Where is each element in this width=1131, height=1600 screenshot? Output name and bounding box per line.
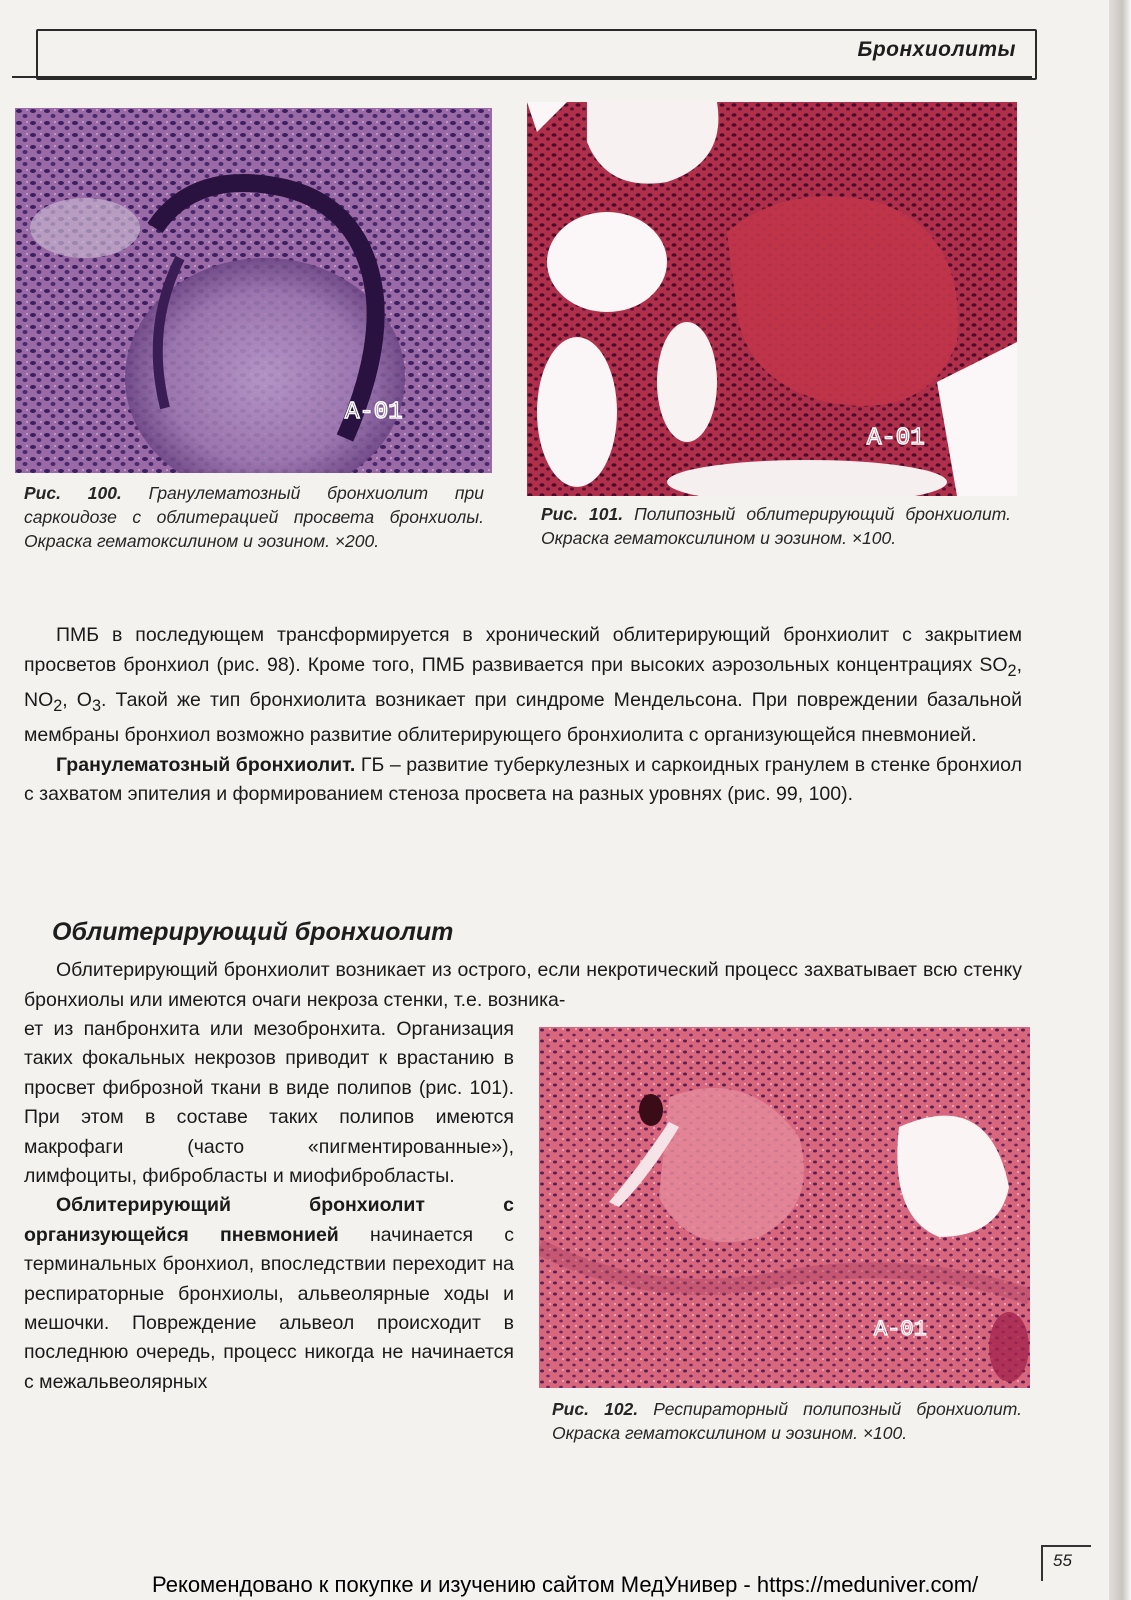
figure-100-caption-label: Рис. 100. xyxy=(24,483,122,503)
figure-102-stamp: A-01 xyxy=(874,1317,927,1342)
paragraph-granulomatous: Гранулематозный бронхиолит. ГБ – развитие туберкулезных и саркоидных гранулем в стенке бронхиол с захватом эпителия и формированием стеноза просвета на разных уровнях (рис. 99, 100). xyxy=(24,753,1022,806)
body-text-top xyxy=(24,621,1022,810)
figure-102-micrograph xyxy=(539,1027,1030,1388)
paragraph-obliterating-intro: Облитерирующий бронхиолит возникает из острого, если некротический процесс захватывает всю стенку бронхиолы или имеются очаги некроза стенки, т.е. возника- xyxy=(24,959,1022,1011)
running-header-rule xyxy=(12,76,1032,78)
figure-101-caption xyxy=(541,502,1011,550)
figure-100-stamp: A-01 xyxy=(345,399,403,426)
paragraph-organizing-pneumonia: Облитерирующий бронхиолит с организующейся пневмонией начинается с терминальных бронхиол, впоследствии переходит на респираторные бронхиолы, альвеолярные ходы и мешочки. Повреждение альвеол происходит в последнюю очередь, процесс никогда не начинается с межальвеолярных xyxy=(24,1194,514,1393)
figure-102-caption xyxy=(552,1397,1022,1445)
paragraph-obliterating-continued: ет из панбронхита или мезобронхита. Организация таких фокальных некрозов приводит к врастанию в просвет фиброзной ткани в виде полипов (рис. 101). При этом в составе таких полипов имеются макрофаги (часто «пигментированные»), лимфоциты, фибробласты и миофибробласты. xyxy=(24,1018,514,1188)
body-text-column xyxy=(24,1015,514,1397)
running-header-title: Бронхиолиты xyxy=(857,38,1016,61)
figure-100-caption-text: Гранулематозный бронхиолит при саркоидозе с облитерацией просвета бронхиолы. Окраска гематоксилином и эозином. ×200. xyxy=(24,483,484,551)
figure-101-caption-label: Рис. 101. xyxy=(541,504,624,524)
figure-100-caption xyxy=(24,481,484,553)
figure-101-micrograph xyxy=(527,102,1017,496)
body-text-section-intro xyxy=(24,956,1022,1015)
paragraph-pmb: ПМБ в последующем трансформируется в хронический облитерирующий бронхиолит с закрытием просветов бронхиол (рис. 98). Кроме того, ПМБ развивается при высоких аэрозольных концентрациях $SO_2$, $NO_2$, $O_3$. Такой же тип бронхиолита возникает при синдроме Мендельсона. При повреждении базальной мембраны бронхиол возможно развитие облитерирующего бронхиолита с организующейся пневмонией. xyxy=(24,624,1022,747)
section-title: Облитерирующий бронхиолит xyxy=(52,918,454,946)
page-number: 55 xyxy=(1041,1545,1091,1581)
figure-100-micrograph xyxy=(15,108,492,473)
figure-101-stamp: A-01 xyxy=(867,425,925,452)
figure-101-caption-text: Полипозный облитерирующий бронхиолит. Окраска гематоксилином и эозином. ×100. xyxy=(541,504,1011,548)
footer-watermark: Рекомендовано к покупке и изучению сайтом МедУнивер - https://meduniver.com/ xyxy=(152,1572,979,1597)
page-edge xyxy=(1109,0,1131,1600)
figure-102-caption-text: Респираторный полипозный бронхиолит. Окраска гематоксилином и эозином. ×100. xyxy=(552,1399,1022,1443)
figure-102-caption-label: Рис. 102. xyxy=(552,1399,639,1419)
